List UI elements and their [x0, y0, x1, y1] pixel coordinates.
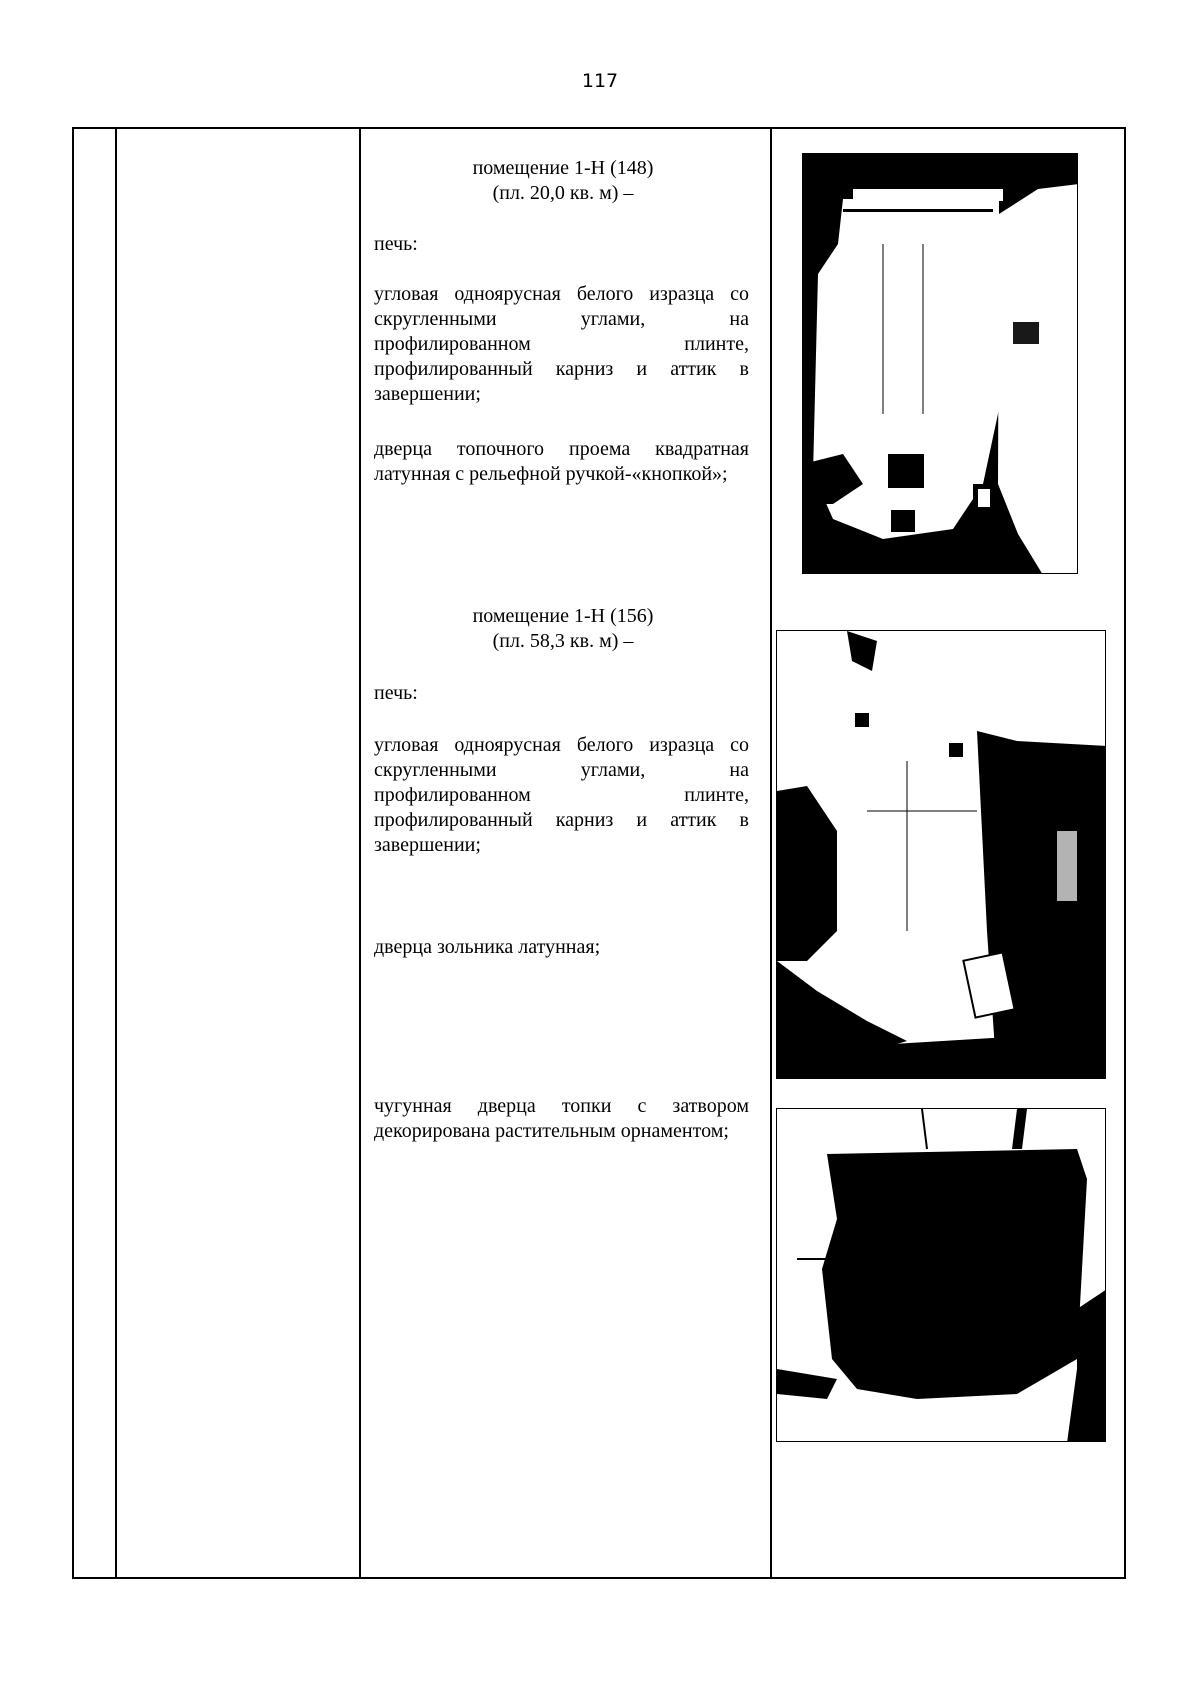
column-divider-3 [770, 129, 772, 1577]
room1-title: помещение 1-Н (148) [472, 157, 654, 179]
room2-area: (пл. 58,3 кв. м) – [492, 630, 634, 652]
room1-area: (пл. 20,0 кв. м) – [492, 182, 634, 204]
stove-photo-1 [802, 153, 1078, 574]
room2-firebox-door: чугунная дверца топки с затвором декорирована растительным орнаментом; [374, 1095, 749, 1142]
room2-title: помещение 1-Н (156) [472, 605, 654, 627]
room2-item-label: печь: [374, 682, 418, 704]
column-divider-2 [359, 129, 361, 1577]
room2-ash-door: дверца зольника латунная; [374, 936, 601, 958]
firebox-door-photo [776, 1108, 1106, 1442]
room2-description: угловая одноярусная белого изразца со скругленными углами, на профилированном плинте, профилированный карниз и аттик в завершении; [374, 734, 749, 856]
room1-door-description: дверца топочного проема квадратная латунная с рельефной ручкой-«кнопкой»; [374, 438, 749, 485]
room1-description: угловая одноярусная белого изразца со скругленными углами, на профилированном плинте, профилированный карниз и аттик в завершении; [374, 283, 749, 405]
stove-photo-2 [776, 630, 1106, 1079]
page-number: 117 [581, 70, 619, 92]
column-divider-1 [115, 129, 117, 1577]
room1-item-label: печь: [374, 233, 418, 255]
